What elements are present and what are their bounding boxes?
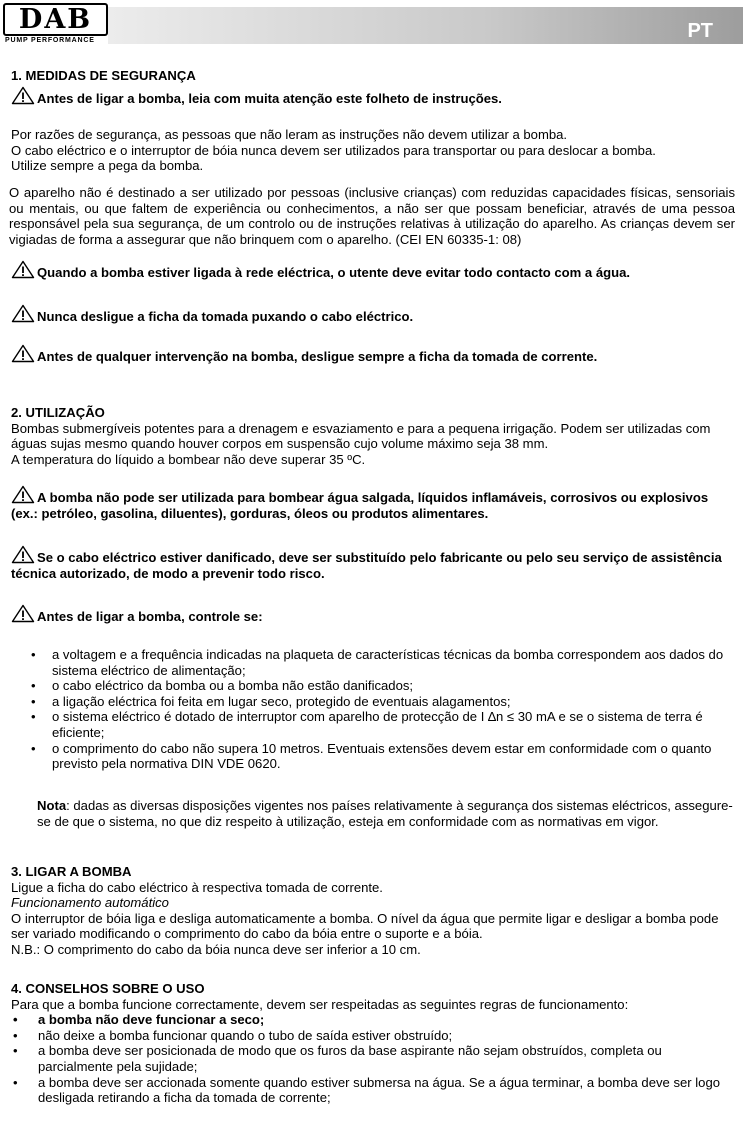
paragraph: O interruptor de bóia liga e desliga automaticamente a bomba. O nível da água que permite ligar e desligar a bomba pode ser variado modificando o comprimento do cabo da bóia entre o suporte e a bóia. <box>11 910 719 942</box>
warning-damaged-cable: Se o cabo eléctrico estiver danificado, deve ser substituído pelo fabricante ou pelo seu serviço de assistência técnica autorizado, de modo a prevenir todo risco. <box>11 545 733 581</box>
list-item: • a voltagem e a frequência indicadas na plaqueta de características técnicas da bomba correspondem aos dados do sistema eléctrico de alimentação; <box>11 647 733 678</box>
section-2-title: 2. UTILIZAÇÃO <box>11 405 105 420</box>
paragraph: O cabo eléctrico e o interruptor de bóia nunca devem ser utilizados para transportar ou para deslocar a bomba. <box>11 142 656 158</box>
warning-icon <box>11 485 35 504</box>
list-item: • a bomba deve ser accionada somente quando estiver submersa na água. Se a água terminar, a bomba deve ser logo desligada retirando a ficha da tomada de corrente; <box>11 1075 733 1106</box>
list-item: • o sistema eléctrico é dotado de interruptor com aparelho de protecção de I ∆n ≤ 30 mA e se o sistema de terra é eficiente; <box>11 709 733 740</box>
warning-icon <box>11 304 35 323</box>
section-1 <box>11 68 733 106</box>
language-code: PT <box>687 20 713 42</box>
section-4 <box>11 981 733 1106</box>
warning-read-instructions: Antes de ligar a bomba, leia com muita atenção este folheto de instruções. <box>11 86 733 107</box>
warning-icon <box>11 545 35 564</box>
warning-icon <box>11 260 35 279</box>
section-4-title: 4. CONSELHOS SOBRE O USO <box>11 981 205 996</box>
header-bar <box>108 7 743 44</box>
warning-water-contact: Quando a bomba estiver ligada à rede eléctrica, o utente deve evitar todo contacto com a água. <box>11 260 733 281</box>
paragraph: N.B.: O comprimento do cabo da bóia nunca deve ser inferior a 10 cm. <box>11 941 421 957</box>
paragraph: O aparelho não é destinado a ser utilizado por pessoas (inclusive crianças) com reduzidas capacidades físicas, sensoriais ou mentais, ou que faltem de experiência ou conhecimentos, a não ser que possam beneficiar, através de uma pessoa responsável pela sua segurança, de um controlo ou de instruções relativas à utilização do aparelho. As crianças devem ser vigiadas de forma a assegurar que não brinquem com o aparelho. (CEI EN 60335-1: 08) <box>9 185 735 247</box>
list-item: • não deixe a bomba funcionar quando o tubo de saída estiver obstruído; <box>11 1028 733 1044</box>
warning-disconnect: Antes de qualquer intervenção na bomba, desligue sempre a ficha da tomada de corrente. <box>11 344 733 365</box>
subheading: Funcionamento automático <box>11 895 169 911</box>
section-1-usage-note <box>9 185 735 247</box>
paragraph: Ligue a ficha do cabo eléctrico à respectiva tomada de corrente. <box>11 879 383 895</box>
paragraph: Para que a bomba funcione correctamente, devem ser respeitadas as seguintes regras de funcionamento: <box>11 996 629 1012</box>
section-1-title: 1. MEDIDAS DE SEGURANÇA <box>11 68 196 83</box>
warning-plug-cable: Nunca desligue a ficha da tomada puxando o cabo eléctrico. <box>11 304 733 325</box>
note-label: Nota <box>37 798 67 813</box>
section-3-title: 3. LIGAR A BOMBA <box>11 864 132 879</box>
checklist <box>11 647 733 772</box>
paragraph: Bombas submergíveis potentes para a drenagem e esvaziamento e para a pequena irrigação. Podem ser utilizadas com águas sujas mesmo quando houver corpos em suspensão cujo volume máximo seja 38 mm. <box>11 420 711 452</box>
list-item: • a ligação eléctrica foi feita em lugar seco, protegido de eventuais alagamentos; <box>11 694 733 710</box>
list-item: • o cabo eléctrico da bomba ou a bomba não estão danificados; <box>11 678 733 694</box>
warning-icon <box>11 604 35 623</box>
warning-check-before: Antes de ligar a bomba, controle se: <box>11 604 733 625</box>
warning-icon <box>11 344 35 363</box>
warning-liquids: A bomba não pode ser utilizada para bombear água salgada, líquidos inflamáveis, corrosivos ou explosivos (ex.: petróleo, gasolina, diluentes), gorduras, óleos ou produtos alimentares. <box>11 485 733 521</box>
paragraph: A temperatura do líquido a bombear não deve superar 35 ºC. <box>11 451 366 467</box>
logo-brand: DAB <box>3 3 108 36</box>
section-1-paragraphs <box>11 127 733 174</box>
warning-icon <box>11 86 35 105</box>
page-header <box>0 0 743 46</box>
dab-logo <box>3 3 106 43</box>
note-text: : dadas as diversas disposições vigentes nos países relativamente à segurança dos sistemas eléctricos, assegure-se de que o sistema, no que diz respeito à utilização, esteja em conformidade com as normativas em vigor. <box>37 798 733 829</box>
list-item: • a bomba não deve funcionar a seco; <box>11 1012 733 1028</box>
list-item: • o comprimento do cabo não supera 10 metros. Eventuais extensões devem estar em conformidade com o quanto previsto pela normativa DIN VDE 0620. <box>11 741 733 772</box>
logo-tagline: PUMP PERFORMANCE <box>5 37 95 44</box>
section-3 <box>11 864 733 958</box>
note <box>37 798 733 829</box>
list-item: • a bomba deve ser posicionada de modo que os furos da base aspirante não sejam obstruídos, completa ou parcialmente pela sujidade; <box>11 1043 733 1074</box>
paragraph: Utilize sempre a pega da bomba. <box>11 158 204 174</box>
paragraph: Por razões de segurança, as pessoas que não leram as instruções não devem utilizar a bomba. <box>11 127 568 142</box>
section-2 <box>11 405 733 467</box>
